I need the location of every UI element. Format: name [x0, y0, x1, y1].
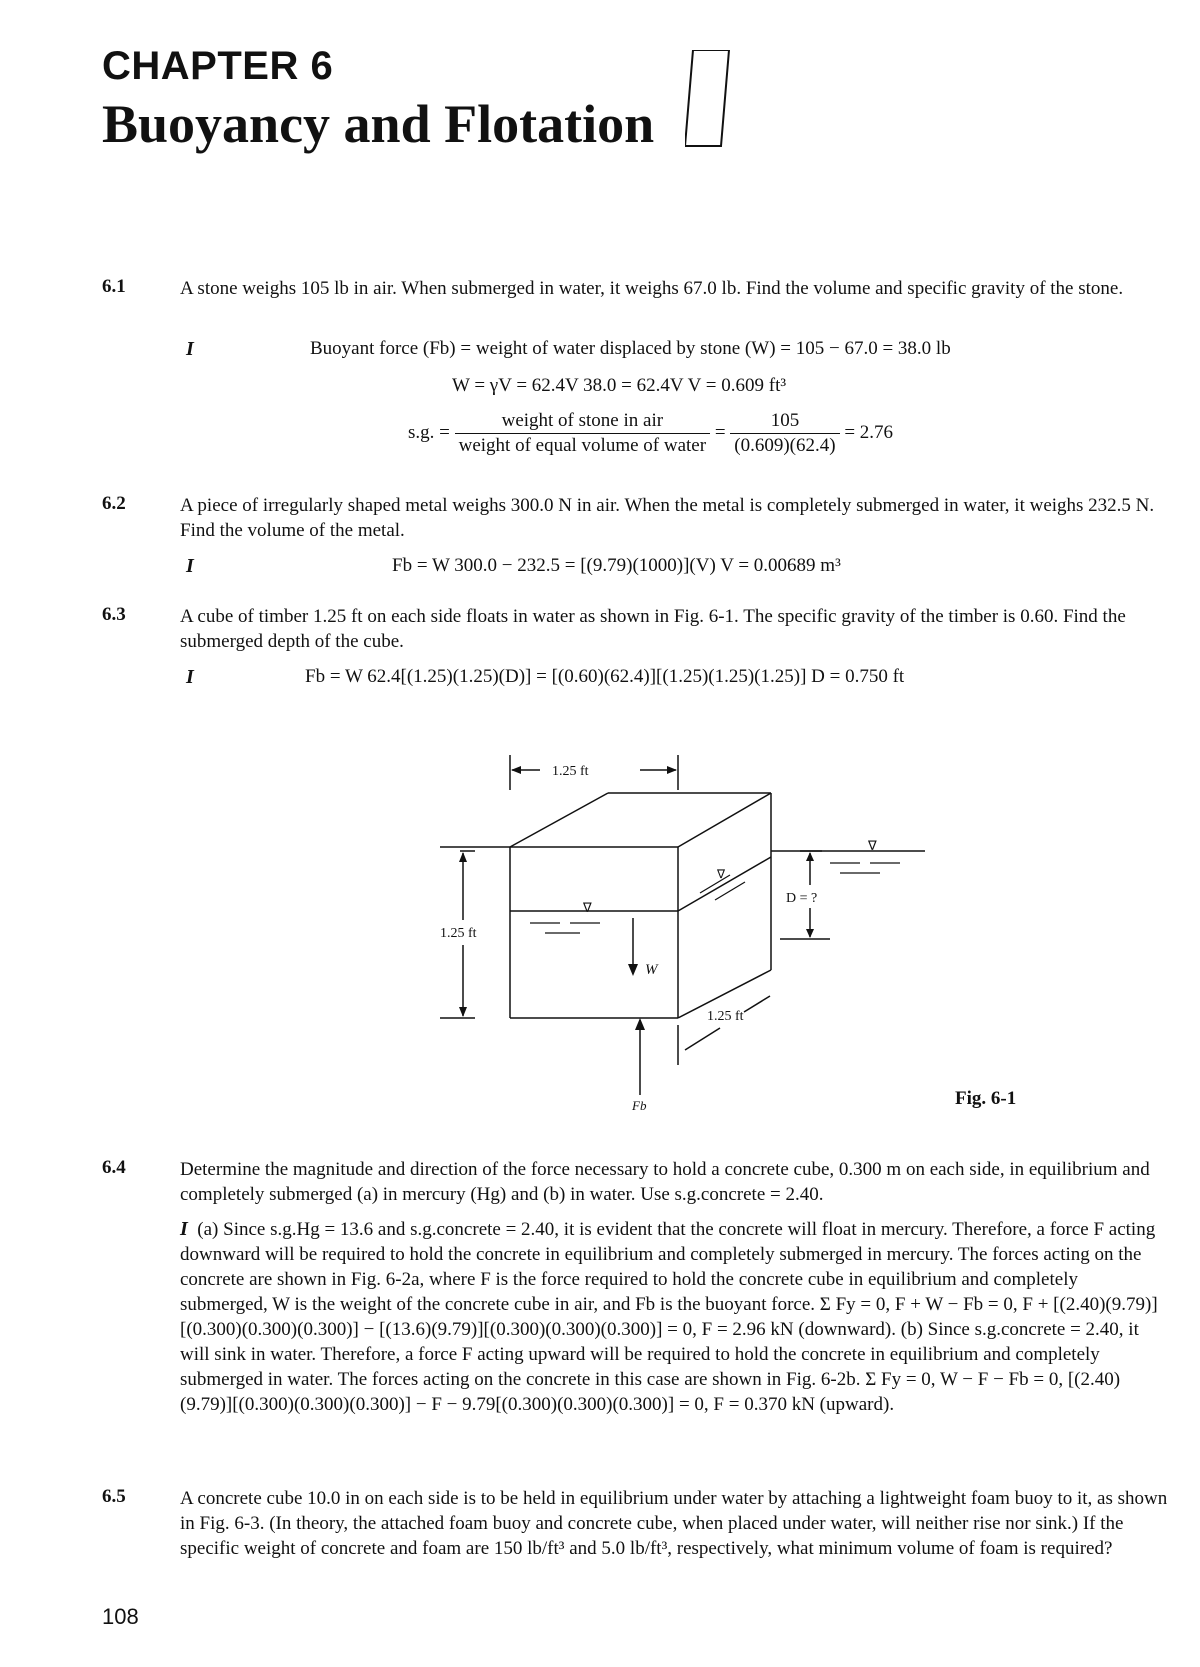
equation: W = γV = 62.4V 38.0 = 62.4V V = 0.609 ft³	[452, 375, 787, 396]
solution-mark: I	[180, 1218, 188, 1240]
solution-block	[180, 1217, 1170, 1417]
diag-dim-line-lower	[685, 1028, 720, 1050]
denominator: (0.609)(62.4)	[734, 435, 836, 456]
depth-arrowhead-bottom	[806, 929, 814, 938]
label-depth-side: 1.25 ft	[707, 1009, 744, 1024]
equation: Fb = W 62.4[(1.25)(1.25)(D)] = [(0.60)(62.4)][(1.25)(1.25)(1.25)] D = 0.750 ft	[305, 666, 905, 687]
problem-text: Determine the magnitude and direction of the force necessary to hold a concrete cube, 0.300 m on each side, in equilibrium and completely submerged (a) in mercury (Hg) and (b) in water. Use s.g.concrete = 2.40.	[180, 1159, 1150, 1205]
page-number: 108	[102, 1604, 139, 1629]
height-arrowhead-bottom	[459, 1007, 467, 1017]
fraction	[730, 410, 839, 457]
weight-arrowhead	[628, 964, 638, 976]
solution-mark: I	[186, 555, 194, 577]
label-D: D = ?	[786, 891, 818, 906]
equation: Fb = W 300.0 − 232.5 = [(9.79)(1000)](V) V = 0.00689 m³	[392, 555, 841, 576]
problem-number: 6.3	[102, 604, 126, 625]
problem-text: A concrete cube 10.0 in on each side is to be held in equilibrium under water by attaching a lightweight foam buoy to it, as shown in Fig. 6-3. (In theory, the attached foam buoy and concrete cube, when placed under water, will neither rise nor sink.) If the specific weight of concrete and foam are 150 lb/ft³ and 5.0 lb/ft³, respectively, what minimum volume of foam is required?	[180, 1488, 1168, 1559]
figure-caption: Fig. 6-1	[955, 1088, 1017, 1109]
diag-dim-line-upper	[744, 996, 770, 1012]
eq-mid: =	[714, 421, 726, 443]
numerator: 105	[730, 410, 839, 434]
water-symbol: ∇	[717, 867, 726, 881]
depth-arrowhead-top	[806, 852, 814, 861]
fraction	[455, 410, 710, 457]
buoyant-arrowhead	[635, 1018, 645, 1030]
figure-6-1	[420, 740, 940, 1115]
water-symbol: ∇	[868, 839, 877, 854]
problem-number: 6.2	[102, 493, 126, 514]
equation: Buoyant force (Fb) = weight of water displaced by stone (W) = 105 − 67.0 = 38.0 lb	[310, 338, 951, 359]
label-Fb: Fb	[632, 1098, 647, 1113]
problem-text: A stone weighs 105 lb in air. When submerged in water, it weighs 67.0 lb. Find the volume and specific gravity of the stone.	[180, 278, 1124, 299]
water-symbol: ∇	[583, 901, 592, 916]
problem-text: A cube of timber 1.25 ft on each side floats in water as shown in Fig. 6-1. The specific gravity of the timber is 0.60. Find the submerged depth of the cube.	[180, 606, 1126, 652]
chapter-decoration-bar	[685, 50, 735, 150]
label-height: 1.25 ft	[440, 926, 477, 941]
problem-text: A piece of irregularly shaped metal weighs 300.0 N in air. When the metal is completely submerged in water, it weighs 232.5 N. Find the volume of the metal.	[180, 495, 1155, 541]
problem-number: 6.5	[102, 1486, 126, 1507]
dim-arrowhead-left	[511, 766, 521, 774]
problem-number: 6.4	[102, 1157, 126, 1178]
eq-rhs: = 2.76	[844, 421, 894, 443]
eq-lhs: s.g. =	[408, 421, 450, 443]
solution-mark: I	[186, 338, 194, 360]
solution-mark: I	[186, 666, 194, 688]
water-ripple	[715, 882, 745, 900]
dim-arrowhead-right	[667, 766, 677, 774]
label-W: W	[645, 962, 658, 978]
chapter-title: Buoyancy and Flotation	[102, 94, 655, 154]
waterline-side	[678, 857, 771, 911]
numerator: weight of stone in air	[455, 410, 710, 434]
denominator: weight of equal volume of water	[458, 435, 707, 456]
label-top-width: 1.25 ft	[552, 764, 589, 779]
cube-top-right-edge	[678, 793, 771, 847]
cube-top-left-edge	[510, 793, 608, 847]
chapter-label: CHAPTER 6	[102, 44, 334, 88]
fraction-equation	[408, 410, 893, 457]
height-arrowhead-top	[459, 852, 467, 862]
problem-number: 6.1	[102, 276, 126, 297]
solution-text: (a) Since s.g.Hg = 13.6 and s.g.concrete = 2.40, it is evident that the concrete will float in mercury. Therefore, a force F acting downward will be required to hold the concrete in equilibrium and completely submerged in mercury. The forces acting on the concrete are shown in Fig. 6-2a, where F is the force required to hold the concrete cube in equilibrium and completely submerged, W is the weight of the concrete cube in air, and Fb is the buoyant force. Σ Fy = 0, F + W − Fb = 0, F + [(2.40)(9.79)][(0.300)(0.300)(0.300)] − [(13.6)(9.79)][(0.300)(0.300)(0.300)] = 0, F = 2.96 kN (downward). (b) Since s.g.concrete = 2.40, it will sink in water. Therefore, a force F acting upward will be required to hold the concrete in equilibrium and completely submerged in water. The forces acting on the concrete in this case are shown in Fig. 6-2b. Σ Fy = 0, W − F − Fb = 0, [(2.40)(9.79)][(0.300)(0.300)(0.300)] − F − 9.79[(0.300)(0.300)(0.300)] = 0, F = 0.370 kN (upward).	[180, 1219, 1158, 1415]
